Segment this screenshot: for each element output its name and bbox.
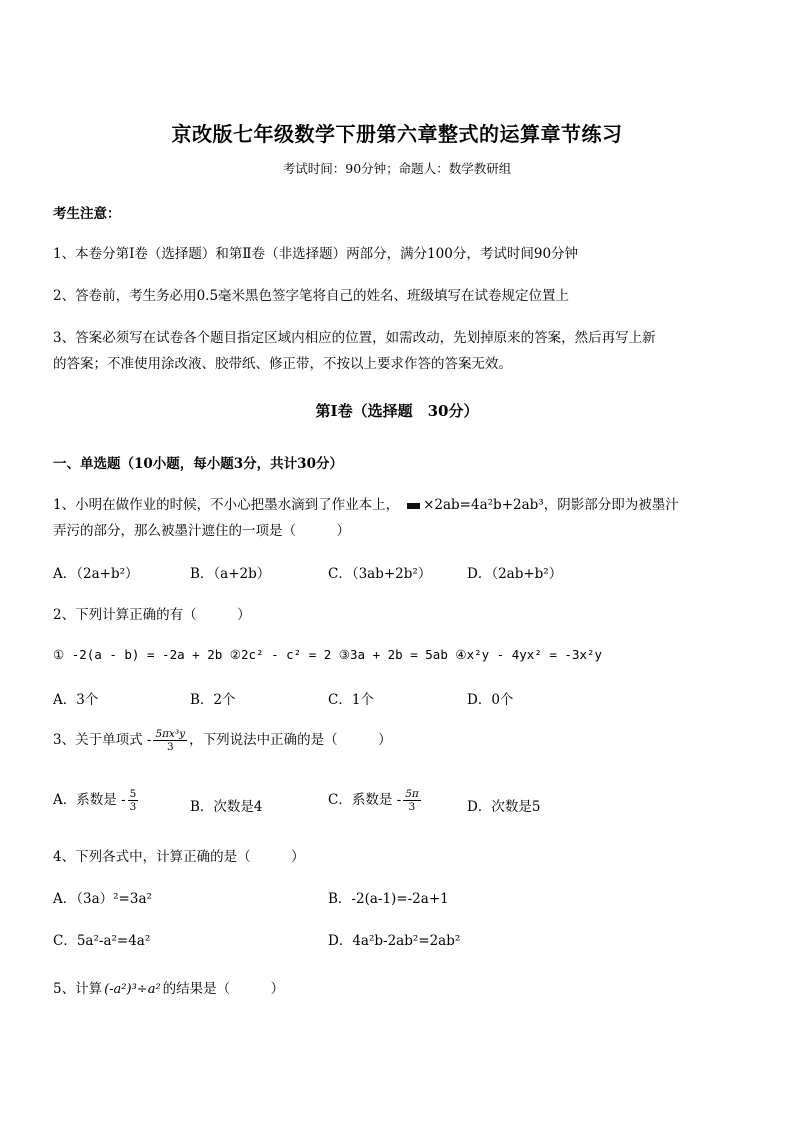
question-2-option-b[interactable]: B．2个 <box>190 692 236 708</box>
question-3-option-b[interactable]: B．次数是4 <box>190 799 263 815</box>
question-5-text-a: 5、计算 <box>53 981 103 997</box>
notice-item-3-cont: 的答案；不准使用涂改液、胶带纸、修正带，不按以上要求作答的答案无效。 <box>53 356 512 372</box>
question-1-option-d[interactable]: D．（2ab+b²） <box>467 566 563 582</box>
question-1-text-a: 1、小明在做作业的时候，不小心把墨水滴到了作业本上， <box>53 497 400 513</box>
exam-subtitle: 考试时间：90分钟；命题人：数学教研组 <box>282 161 512 176</box>
question-3-option-c-numerator: 5π <box>405 788 419 800</box>
question-1-line-1 <box>53 493 679 513</box>
question-3-option-a-denominator: 3 <box>129 801 137 814</box>
notice-item-1: 1、本卷分第Ⅰ卷（选择题）和第Ⅱ卷（非选择题）两部分，满分100分，考试时间90分钟 <box>53 246 579 262</box>
question-4-text: 4、下列各式中，计算正确的是（ ） <box>53 849 305 865</box>
question-2-text: 2、下列计算正确的有（ ） <box>53 607 251 623</box>
question-3-option-c-fraction <box>403 788 421 813</box>
question-3-option-c-label: C．系数是 - <box>328 792 402 809</box>
question-3-option-c-denominator: 3 <box>408 801 416 814</box>
part-title: 一、单选题（10小题，每小题3分，共计30分） <box>53 456 343 472</box>
question-4-option-a[interactable]: A．（3a）²=3a² <box>53 891 152 907</box>
section-title: 第Ⅰ卷（选择题 30分） <box>315 402 479 420</box>
question-3-option-a-label: A．系数是 - <box>53 792 126 809</box>
question-2-option-d[interactable]: D．0个 <box>467 692 514 708</box>
question-3-option-a-fraction <box>128 788 139 813</box>
question-3-fraction-numerator: 5πx³y <box>155 728 186 740</box>
question-4-option-c[interactable]: C．5a²-a²=4a² <box>53 933 151 949</box>
notice-item-3: 3、答案必须写在试卷各个题目指定区域内相应的位置，如需改动，先划掉原来的答案，然后再写上新 <box>53 330 656 346</box>
question-3-option-c[interactable] <box>328 788 423 813</box>
question-1-option-b[interactable]: B．（a+2b） <box>190 566 271 582</box>
question-1-option-c[interactable]: C．（3ab+2b²） <box>328 566 432 582</box>
question-3-fraction <box>153 728 187 753</box>
notice-item-2: 2、答卷前，考生务必用0.5毫米黑色签字笔将自己的姓名、班级填写在试卷规定位置上 <box>53 288 570 304</box>
question-1-line-2: 弄污的部分，那么被墨汁遮住的一项是（ ） <box>53 523 350 539</box>
question-2-option-a[interactable]: A．3个 <box>53 692 99 708</box>
question-3-fraction-denominator: 3 <box>166 741 174 754</box>
question-2-option-c[interactable]: C．1个 <box>328 692 374 708</box>
question-5-line <box>53 977 284 997</box>
question-3-option-d[interactable]: D．次数是5 <box>467 799 541 815</box>
question-3-text-b: ，下列说法中正确的是（ ） <box>189 732 392 749</box>
notice-heading: 考生注意： <box>53 206 121 222</box>
question-1-text-b: ×2ab=4a²b+2ab³，阴影部分即为被墨汁 <box>423 497 679 513</box>
question-5-text-b: 的结果是（ ） <box>162 981 285 997</box>
ink-blot-icon <box>407 503 420 509</box>
question-1-option-a[interactable]: A．（2a+b²） <box>53 566 139 582</box>
question-3-text-a: 3、关于单项式 - <box>53 732 152 749</box>
question-5-expression: (-a²)³÷a² <box>104 982 161 997</box>
question-2-items: ① -2(a - b) = -2a + 2b ②2c² - c² = 2 ③3a + 2b = 5ab ④x²y - 4yx² = -3x²y <box>53 647 603 662</box>
question-4-option-d[interactable]: D．4a²b-2ab²=2ab² <box>328 933 461 949</box>
question-3-option-a-numerator: 5 <box>129 788 137 800</box>
question-3-option-a[interactable] <box>53 788 140 813</box>
question-4-option-b[interactable]: B．-2(a-1)=-2a+1 <box>328 891 449 907</box>
question-3-line <box>53 728 392 753</box>
exam-title: 京改版七年级数学下册第六章整式的运算章节练习 <box>171 122 623 146</box>
